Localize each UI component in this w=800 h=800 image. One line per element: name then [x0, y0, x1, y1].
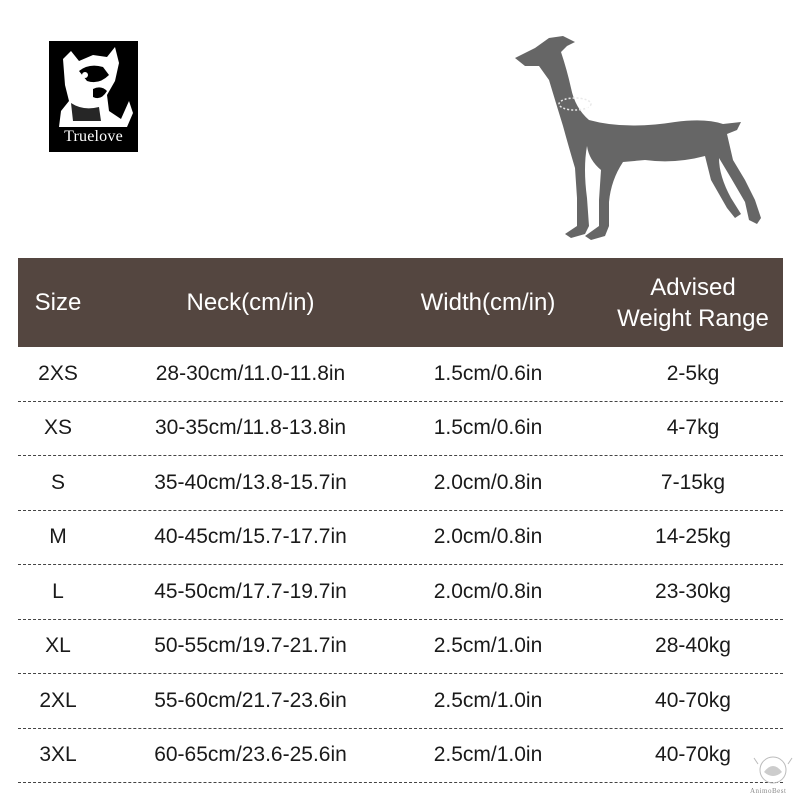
cell-neck: 50-55cm/19.7-21.7in — [154, 634, 347, 658]
truelove-logo — [49, 41, 138, 152]
cell-size: 3XL — [39, 743, 77, 767]
cell-neck: 55-60cm/21.7-23.6in — [154, 688, 347, 712]
header-neck: Neck(cm/in) — [186, 289, 315, 316]
table-row — [18, 620, 783, 675]
cell-width: 2.0cm/0.8in — [433, 525, 543, 549]
cell-size: 2XL — [39, 688, 77, 712]
cell-weight: 2-5kg — [666, 361, 720, 385]
cell-size: XL — [45, 634, 71, 658]
cell-neck: 35-40cm/13.8-15.7in — [154, 470, 347, 494]
cell-size: XS — [43, 416, 72, 440]
cell-width: 2.0cm/0.8in — [433, 579, 543, 603]
table-row — [18, 511, 783, 566]
watermark-text: AnimoBest — [750, 787, 787, 795]
cell-width: 2.5cm/1.0in — [433, 688, 543, 712]
cell-neck: 45-50cm/17.7-19.7in — [154, 579, 347, 603]
table-row — [18, 674, 783, 729]
cell-width: 1.5cm/0.6in — [433, 361, 543, 385]
cell-weight: 40-70kg — [655, 688, 731, 712]
cell-neck: 28-30cm/11.0-11.8in — [155, 361, 346, 385]
table-row — [18, 347, 783, 402]
table-header — [18, 258, 783, 347]
cell-width: 2.5cm/1.0in — [433, 743, 543, 767]
header-size: Size — [34, 289, 82, 316]
neck-label: Neck — [586, 100, 618, 116]
cell-width: 2.5cm/1.0in — [433, 634, 543, 658]
cell-neck: 30-35cm/11.8-13.8in — [154, 416, 347, 440]
cell-neck: 60-65cm/23.6-25.6in — [154, 743, 347, 767]
table-row — [18, 456, 783, 511]
logo-text: Truelove — [64, 128, 123, 145]
table-row — [18, 402, 783, 457]
cell-weight: 7-15kg — [660, 470, 726, 494]
cell-size: 2XS — [38, 361, 78, 385]
cell-size: M — [49, 525, 67, 549]
size-chart-table — [18, 258, 783, 783]
header-width: Width(cm/in) — [420, 289, 556, 316]
cell-width: 1.5cm/0.6in — [433, 416, 543, 440]
cell-weight: 40-70kg — [655, 743, 731, 767]
cell-weight: 28-40kg — [655, 634, 731, 658]
table-row — [18, 729, 783, 784]
cell-weight: 23-30kg — [655, 579, 731, 603]
cell-weight: 4-7kg — [666, 416, 720, 440]
cell-neck: 40-45cm/15.7-17.7in — [154, 525, 347, 549]
cell-size: L — [52, 579, 64, 603]
cell-size: S — [50, 470, 65, 494]
cell-width: 2.0cm/0.8in — [433, 470, 543, 494]
dog-silhouette-icon — [505, 30, 770, 245]
cell-weight: 14-25kg — [655, 525, 731, 549]
table-body — [18, 347, 783, 783]
header-weight: Advised Weight Range — [617, 273, 769, 332]
table-row — [18, 565, 783, 620]
